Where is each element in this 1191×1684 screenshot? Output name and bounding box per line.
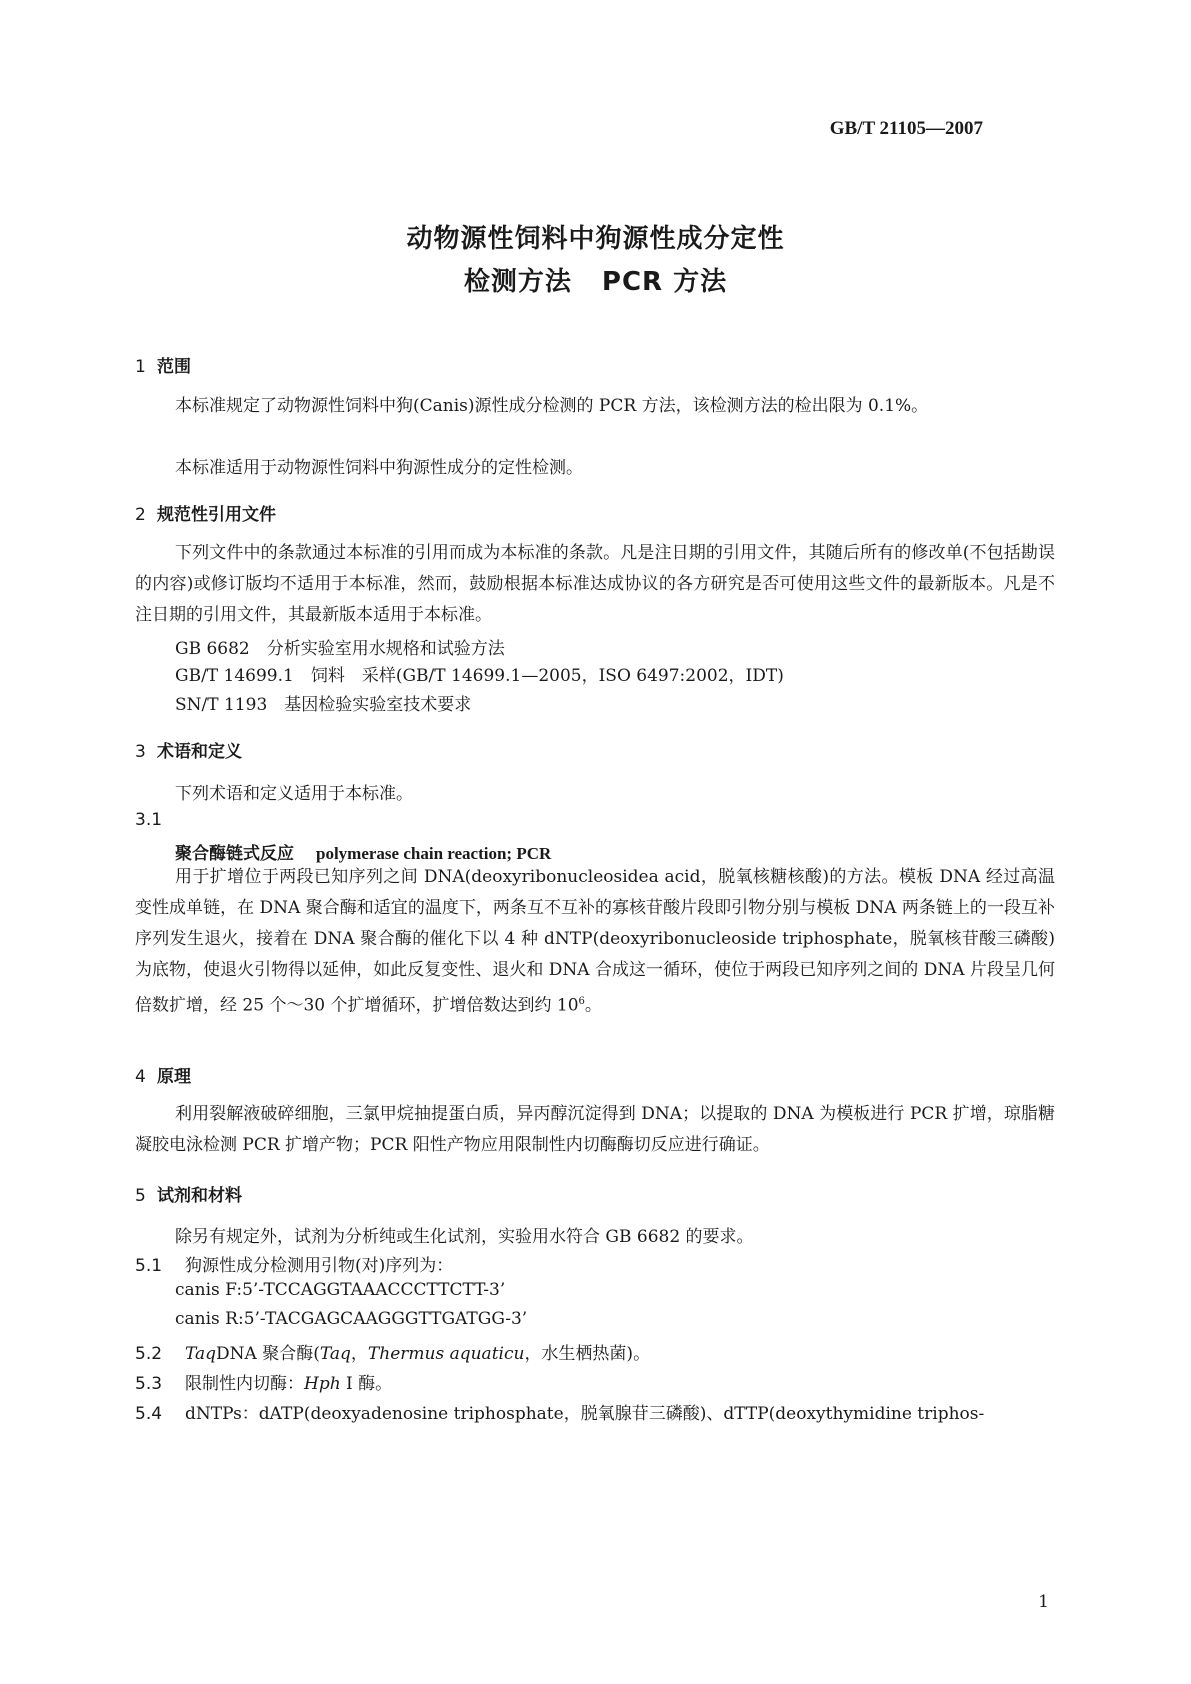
primer-reverse: canis R:5’-TACGAGCAAGGGTTGATGG-3’ — [175, 1309, 528, 1329]
document-title-line1: 动物源性饲料中狗源性成分定性 — [406, 224, 785, 254]
section-1-heading — [135, 352, 191, 377]
section-4-paragraph-1: 利用裂解液破碎细胞，三氯甲烷抽提蛋白质，异丙醇沉淀得到 DNA；以提取的 DNA 为模板进行 PCR 扩增，琼脂糖凝胶电泳检测 PCR 扩增产物；PCR 阳性产物应用限制性内切酶酶切反应进行确证。 — [135, 1104, 1055, 1155]
section-number: 3 — [135, 742, 146, 762]
section-5-heading — [135, 1181, 242, 1206]
item-text: ， — [350, 1344, 368, 1364]
definition-end: 。 — [584, 995, 602, 1016]
term-english: polymerase chain reaction; PCR — [316, 844, 552, 863]
item-number: 5.1 — [135, 1256, 163, 1276]
section-5-paragraph-1: 除另有规定外，试剂为分析纯或生化试剂，实验用水符合 GB 6682 的要求。 — [175, 1227, 754, 1247]
reference-item: SN/T 1193 基因检验实验室技术要求 — [175, 695, 472, 715]
term-chinese: 聚合酶链式反应 — [175, 844, 294, 864]
section-title: 原理 — [157, 1067, 191, 1087]
standard-code: GB/T 21105—2007 — [829, 118, 983, 139]
item-text: Ⅰ 酶。 — [340, 1374, 393, 1394]
item-5-2 — [135, 1339, 650, 1364]
definition-text: 用于扩增位于两段已知序列之间 DNA(deoxyribonucleosidea acid，脱氧核糖核酸)的方法。模板 DNA 经过高温变性成单链，在 DNA 聚合酶和适宜的温度下，两条互不互补的寡核苷酸片段即引物分别与模板 DNA 两条链上的一段互补序列发生退火，接着在 DNA 聚合酶的催化下以 4 种 dNTP(deoxyribonucleoside triphosphate，脱氧核苷酸三磷酸)为底物，使退火引物得以延伸，如此反复变性、退火和 DNA 合成这一循环，使位于两段已知序列之间的 DNA 片段呈几何倍数扩增，经 25 个～30 个扩增循环，扩增倍数达到约 10 — [135, 867, 1055, 1016]
section-number: 5 — [135, 1186, 146, 1206]
section-number: 4 — [135, 1067, 146, 1087]
section-2-heading — [135, 500, 276, 525]
section-3-heading — [135, 737, 242, 762]
term-heading — [175, 839, 551, 864]
italic-taq: Taq — [185, 1344, 217, 1364]
page-number: 1 — [1038, 1592, 1049, 1612]
section-1-paragraph-1: 本标准规定了动物源性饲料中狗(Canis)源性成分检测的 PCR 方法，该检测方法的检出限为 0.1%。 — [175, 396, 929, 416]
reference-item: GB/T 14699.1 饲料 采样(GB/T 14699.1—2005，ISO 6497:2002，IDT) — [175, 666, 784, 686]
item-text: ，水生栖热菌)。 — [524, 1344, 651, 1364]
title-line2-part2: PCR 方法 — [601, 267, 728, 297]
section-title: 范围 — [157, 357, 191, 377]
document-title-line2 — [0, 261, 1191, 298]
italic-species: Thermus aquaticu — [367, 1344, 525, 1364]
item-text: 狗源性成分检测用引物(对)序列为： — [185, 1256, 454, 1276]
item-text: DNA 聚合酶( — [216, 1344, 320, 1364]
section-number: 1 — [135, 357, 146, 377]
section-4-heading — [135, 1062, 191, 1087]
section-2-paragraph-1: 下列文件中的条款通过本标准的引用而成为本标准的条款。凡是注日期的引用文件，其随后所有的修改单(不包括勘误的内容)或修订版均不适用于本标准，然而，鼓励根据本标准达成协议的各方研究是否可使用这些文件的最新版本。凡是不注日期的引用文件，其最新版本适用于本标准。 — [135, 543, 1055, 625]
item-5-3 — [135, 1369, 392, 1394]
item-number: 5.2 — [135, 1344, 163, 1364]
italic-taq: Taq — [319, 1344, 351, 1364]
item-text: dNTPs：dATP(deoxyadenosine triphosphate，脱氧腺苷三磷酸)、dTTP(deoxythymidine triphos- — [185, 1404, 985, 1424]
reference-item: GB 6682 分析实验室用水规格和试验方法 — [175, 639, 505, 659]
subsection-number: 3.1 — [135, 810, 163, 830]
definition-superscript: 6 — [578, 996, 585, 1007]
item-number: 5.3 — [135, 1374, 163, 1394]
item-number: 5.4 — [135, 1404, 163, 1424]
section-number: 2 — [135, 505, 146, 525]
section-title: 术语和定义 — [157, 742, 242, 762]
italic-enzyme: Hph — [304, 1374, 341, 1394]
primer-forward: canis F:5’-TCCAGGTAAACCCTTCTT-3’ — [175, 1280, 506, 1300]
section-title: 试剂和材料 — [157, 1186, 242, 1206]
section-3-paragraph-1: 下列术语和定义适用于本标准。 — [175, 784, 413, 804]
section-title: 规范性引用文件 — [157, 505, 276, 525]
item-5-1 — [135, 1251, 453, 1276]
section-1-paragraph-2: 本标准适用于动物源性饲料中狗源性成分的定性检测。 — [175, 458, 583, 478]
title-line2-part1: 检测方法 — [463, 267, 572, 297]
item-text: 限制性内切酶： — [185, 1374, 304, 1394]
subsection-3-1-number — [135, 810, 185, 830]
item-5-4 — [135, 1399, 984, 1424]
term-definition — [135, 862, 1055, 1022]
